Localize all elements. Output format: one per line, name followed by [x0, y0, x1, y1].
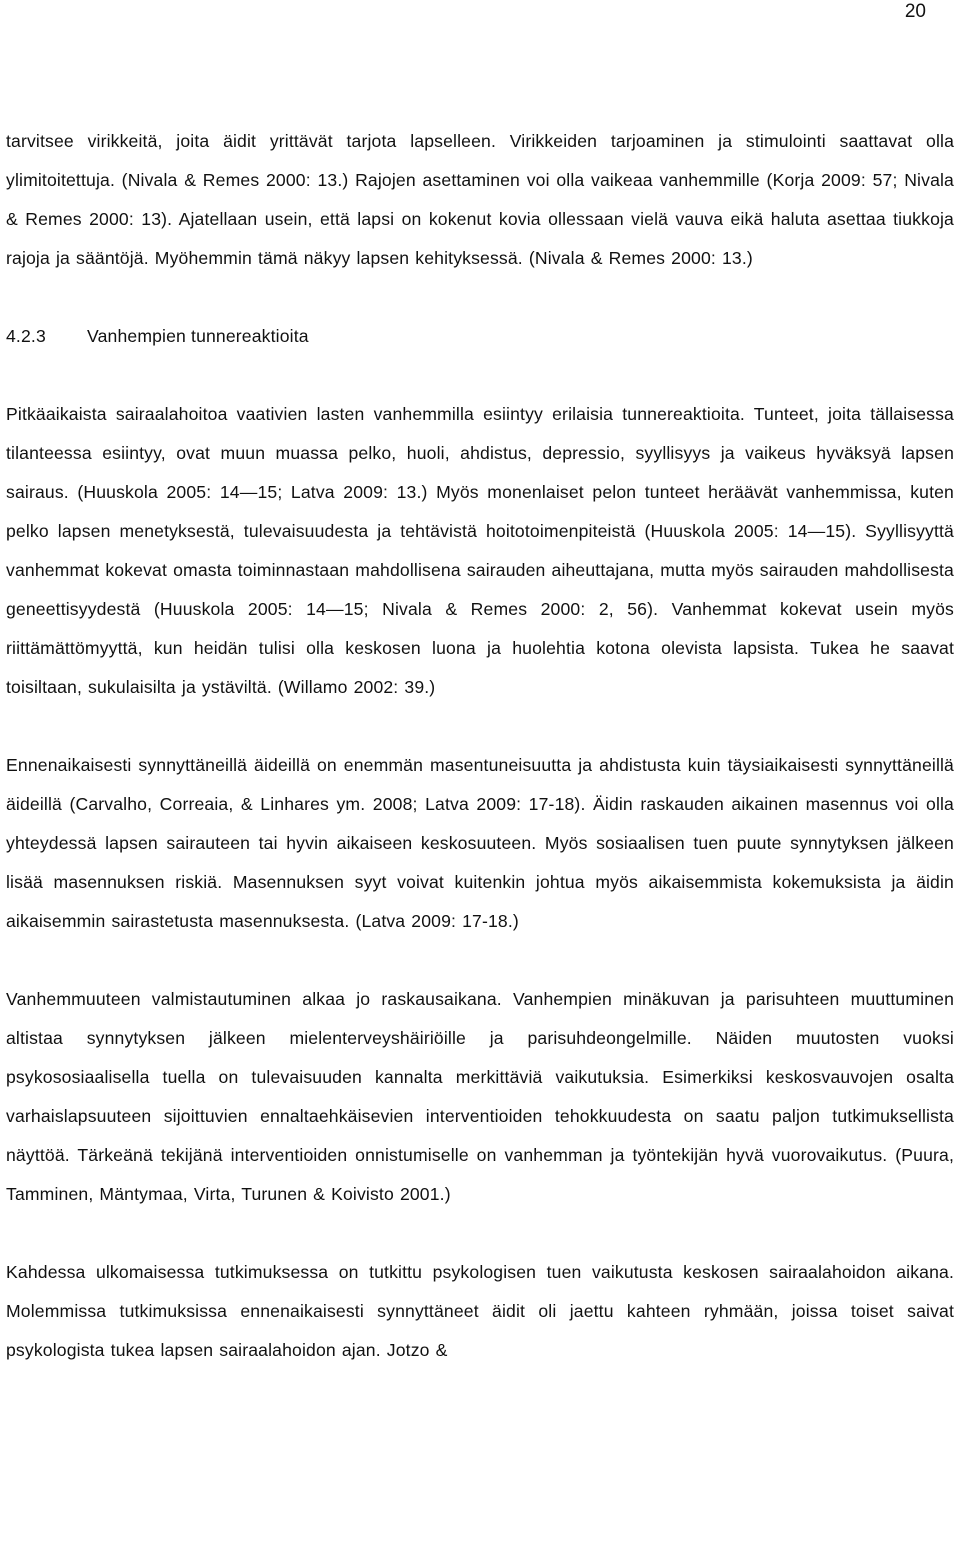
paragraph-3: Ennenaikaisesti synnyttäneillä äideillä on enemmän masentuneisuutta ja ahdistusta kuin täysiaikaisesti synnyttäneillä äideillä (Carvalho, Correaia, & Linhares ym. 2008; Latva 2009: 17-18). Äidin raskauden aikainen masennus voi olla yhteydessä lapsen sairauteen tai hyvin aikaiseen keskosuuteen. Myös sosiaalisen tuen puute synnytyksen jälkeen lisää masennuksen riskiä. Masennuksen syyt voivat kuitenkin johtua myös aikaisemmista kokemuksista ja äidin aikaisemmin sairastetusta masennuksesta. (Latva 2009: 17-18.) [6, 755, 954, 931]
page-body [6, 122, 954, 1370]
paragraph-gap [6, 1214, 954, 1253]
paragraph-gap [6, 707, 954, 746]
section-title: Vanhempien tunnereaktioita [87, 326, 309, 346]
paragraph-2: Pitkäaikaista sairaalahoitoa vaativien lasten vanhemmilla esiintyy erilaisia tunnereaktioita. Tunteet, joita tällaisessa tilanteessa esiintyy, ovat muun muassa pelko, huoli, ahdistus, depressio, syyllisyys ja vaikeus hyväksyä lapsen sairaus. (Huuskola 2005: 14—15; Latva 2009: 13.) Myös monenlaiset pelon tunteet heräävät vanhemmissa, kuten pelko lapsen menetyksestä, tulevaisuudesta ja tehtävistä hoitotoimenpiteistä (Huuskola 2005: 14—15). Syyllisyyttä vanhemmat kokevat omasta toiminnastaan mahdollisena sairauden aiheuttajana, mutta myös sairauden mahdollisesta geneettisyydestä (Huuskola 2005: 14—15; Nivala & Remes 2000: 2, 56). Vanhemmat kokevat usein myös riittämättömyyttä, kun heidän tulisi olla keskosen luona ja huolehtia kotona olevista lapsista. Tukea he saavat toisiltaan, sukulaisilta ja ystäviltä. (Willamo 2002: 39.) [6, 404, 954, 697]
paragraph-1: tarvitsee virikkeitä, joita äidit yrittävät tarjota lapselleen. Virikkeiden tarjoaminen ja stimulointi saattavat olla ylimitoitettuja. (Nivala & Remes 2000: 13.) Rajojen asettaminen voi olla vaikeaa vanhemmille (Korja 2009: 57; Nivala & Remes 2000: 13). Ajatellaan usein, että lapsi on kokenut kovia ollessaan vielä vauva eikä haluta asettaa tiukkoja rajoja ja sääntöjä. Myöhemmin tämä näkyy lapsen kehityksessä. (Nivala & Remes 2000: 13.) [6, 131, 954, 268]
section-number: 4.2.3 [6, 326, 46, 346]
paragraph-4: Vanhemmuuteen valmistautuminen alkaa jo raskausaikana. Vanhempien minäkuvan ja parisuhteen muuttuminen altistaa synnytyksen jälkeen mielenterveyshäiriöille ja parisuhdeongelmille. Näiden muutosten vuoksi psykososiaalisella tuella on tulevaisuuden kannalta merkittäviä vaikutuksia. Esimerkiksi keskosvauvojen osalta varhaislapsuuteen sijoittuvien ennaltaehkäisevien interventioiden tehokkuudesta on saatu paljon tutkimuksellista näyttöä. Tärkeänä tekijänä interventioiden onnistumiselle on vanhemman ja työntekijän hyvä vuorovaikutus. (Puura, Tamminen, Mäntymaa, Virta, Turunen & Koivisto 2001.) [6, 989, 954, 1204]
paragraph-5: Kahdessa ulkomaisessa tutkimuksessa on tutkittu psykologisen tuen vaikutusta keskosen sairaalahoidon aikana. Molemmissa tutkimuksissa ennenaikaisesti synnyttäneet äidit oli jaettu kahteen ryhmään, joissa toiset saivat psykologista tukea lapsen sairaalahoidon ajan. Jotzo & [6, 1262, 954, 1360]
page-number: 20 [904, 1, 926, 22]
paragraph-gap [6, 278, 954, 317]
paragraph-gap [6, 356, 954, 395]
paragraph-gap [6, 941, 954, 980]
section-heading [6, 317, 954, 356]
